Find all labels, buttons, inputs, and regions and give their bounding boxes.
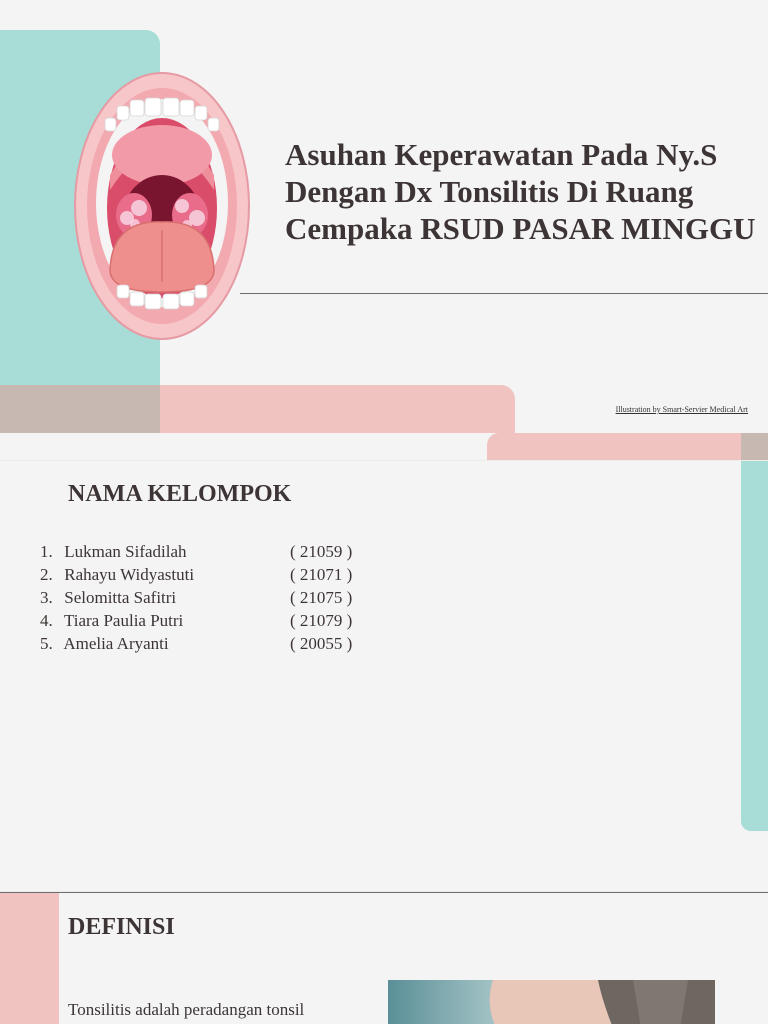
decor-square (741, 433, 768, 460)
list-item: 4. Tiara Paulia Putri ( 21079 ) (40, 611, 353, 630)
list-item: 5. Amelia Aryanti ( 20055 ) (40, 634, 353, 653)
member-name: Rahayu Widyastuti (64, 565, 195, 584)
member-name: Selomitta Safitri (64, 588, 177, 607)
member-id: ( 21079 ) (290, 611, 353, 630)
section-title: DEFINISI (68, 914, 175, 940)
slide-divider (0, 892, 768, 893)
list-item: 1. Lukman Sifadilah ( 21059 ) (40, 542, 353, 561)
member-id: ( 21059 ) (290, 542, 353, 561)
pink-decor-strip (0, 892, 59, 1024)
member-list (40, 540, 370, 655)
definition-text: Tonsilitis adalah peradangan tonsil (68, 1000, 305, 1019)
open-mouth-illustration (72, 70, 252, 342)
title-slide (0, 0, 768, 460)
title-divider (240, 293, 768, 294)
member-name: Lukman Sifadilah (64, 542, 187, 561)
definition-slide (0, 892, 768, 1024)
illustration-credit-link[interactable]: Illustration by Smart-Servier Medical Art (615, 405, 748, 414)
decor-overlap-block (0, 385, 160, 433)
member-name: Amelia Aryanti (63, 634, 169, 653)
neck-pain-photo (388, 980, 715, 1024)
member-name: Tiara Paulia Putri (63, 611, 184, 630)
group-members-slide (0, 461, 768, 891)
presentation-title: Asuhan Keperawatan Pada Ny.S Dengan Dx Tonsilitis Di Ruang Cempaka RSUD PASAR MINGGU (285, 137, 756, 246)
pink-decor-bar-right (487, 433, 768, 460)
list-item: 3. Selomitta Safitri ( 21075 ) (40, 588, 353, 607)
member-id: ( 20055 ) (290, 634, 353, 653)
member-id: ( 21071 ) (290, 565, 353, 584)
list-item: 2. Rahayu Widyastuti ( 21071 ) (40, 565, 353, 584)
teal-decor-strip (741, 461, 768, 831)
member-id: ( 21075 ) (290, 588, 353, 607)
section-title: NAMA KELOMPOK (68, 481, 292, 507)
